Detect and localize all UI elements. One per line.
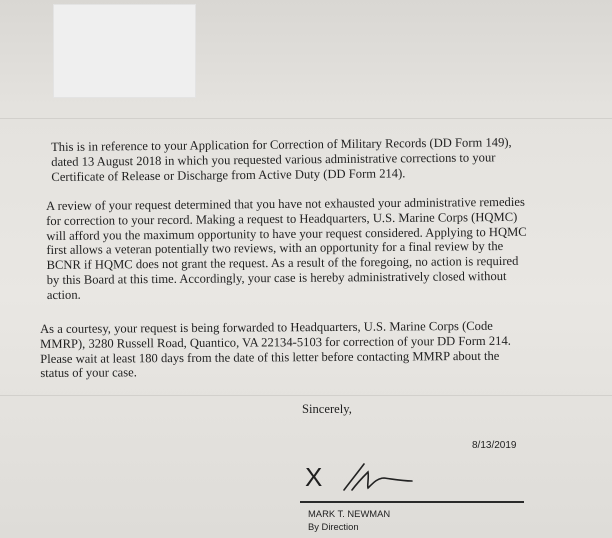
signature-scribble bbox=[338, 460, 418, 496]
text-line: This is in reference to your Application for Correction of Military Records (DD Form 149), bbox=[51, 135, 512, 154]
signer-title: By Direction bbox=[308, 521, 359, 532]
text-line: A review of your request determined that you have not exhausted your administrative remedies bbox=[46, 194, 525, 213]
paragraph-courtesy bbox=[40, 319, 511, 381]
signature-x-mark: X bbox=[305, 462, 323, 492]
text-line: Certificate of Release or Discharge from Active Duty (DD Form 214). bbox=[51, 165, 406, 184]
letter-date: 8/13/2019 bbox=[472, 440, 517, 451]
signer-name: MARK T. NEWMAN bbox=[308, 508, 391, 519]
paper-fold bbox=[0, 118, 612, 119]
closing: Sincerely, bbox=[302, 402, 352, 416]
text-line: will afford you the maximum opportunity to have your request considered. Applying to HQMC bbox=[46, 224, 527, 243]
text-line: for correction to your record. Making a request to Headquarters, U.S. Marine Corps (HQMC) bbox=[46, 209, 518, 228]
paper-fold bbox=[0, 395, 612, 396]
text-line: Please wait at least 180 days from the date of this letter before contacting MMRP about the bbox=[40, 348, 500, 366]
signer-block bbox=[308, 507, 390, 533]
text-line: As a courtesy, your request is being forwarded to Headquarters, U.S. Marine Corps (Code bbox=[40, 318, 493, 336]
text-line: by this Board at this time. Accordingly, your case is hereby administratively closed without bbox=[46, 268, 507, 287]
text-line: BCNR if HQMC does not grant the request. As a result of the foregoing, no action is required bbox=[46, 254, 519, 273]
text-line: dated 13 August 2018 in which you requested various administrative corrections to your bbox=[51, 150, 496, 169]
signature-line bbox=[300, 501, 524, 503]
redacted-block bbox=[53, 4, 196, 98]
paragraph-reference bbox=[51, 135, 512, 184]
text-line: status of your case. bbox=[40, 365, 137, 381]
text-line: action. bbox=[46, 287, 81, 302]
paragraph-review bbox=[46, 195, 527, 303]
text-line: first allows a veteran potentially two reviews, with an opportunity for a final review by the bbox=[46, 239, 504, 258]
text-line: MMRP), 3280 Russell Road, Quantico, VA 22134-5103 for correction of your DD Form 214. bbox=[40, 333, 511, 351]
